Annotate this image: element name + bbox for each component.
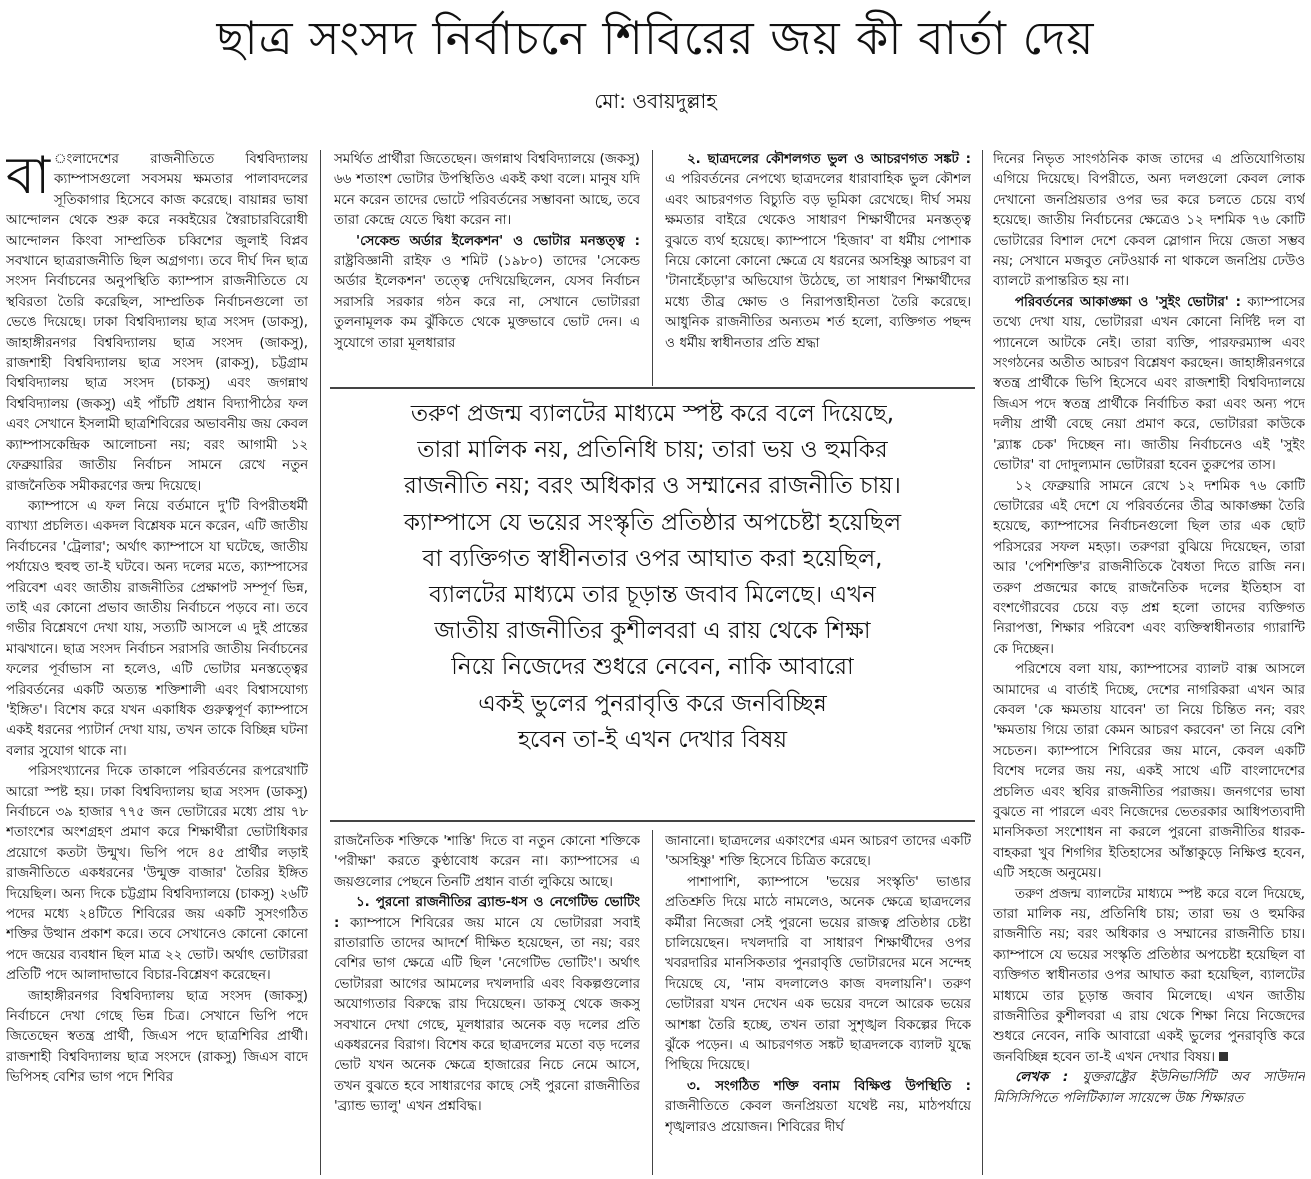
paragraph: ১. পুরনো রাজনীতির ব্র্যান্ড-ধস ও নেগেটিভ ভোটিং : ক্যাম্পাসে শিবিরের জয় মানে যে ভোটাররা সবাই রাতারাতি তাদের আদর্শে দীক্ষিত হয়েছেন, তা নয়; বরং বেশির ভাগ ক্ষেত্রে এটি ছিল 'নেগেটিভ ভোটিং'। অর্থাৎ ভোটাররা আগের আমলের দখলদারি এবং বিকল্পগুলোর অযোগ্যতার বিরুদ্ধে রায় দিয়েছেন। ডাকসু থেকে জকসু সবখানে দেখা গেছে, মূলধারার অনেক বড় দলের প্রতি একধরনের বিরাগ। বিশেষ করে ছাত্রদলের মতো বড় দলের ভোট যখন অনেক ক্ষেত্রে হাজারের নিচে নেমে আসে, তখন বুঝতে হবে সাধারণের কাছে সেই পুরনো রাজনীতির 'ব্র্যান্ড ভ্যালু' এখন প্রশ্নবিদ্ধ। — [334, 895, 640, 1115]
pull-quote-line: বা ব্যক্তিগত স্বাধীনতার ওপর আঘাত করা হয়েছিল, — [422, 545, 883, 572]
subheading: পরিবর্তনের আকাঙ্ক্ষা ও 'সুইং ভোটার' : — [1015, 294, 1241, 310]
subheading: ২. ছাত্রদলের কৌশলগত ভুল ও আচরণগত সঙ্কট : — [687, 152, 971, 167]
pull-quote-line: ক্যাম্পাসে যে ভয়ের সংস্কৃতি প্রতিষ্ঠার অপচেষ্টা হয়েছিল — [403, 509, 902, 536]
paragraph: জানানো। ছাত্রদলের একাংশের এমন আচরণ তাদের একটি 'অসহিষ্ণু' শক্তি হিসেবে চিত্রিত করেছে। — [665, 834, 971, 870]
column-rule — [320, 150, 321, 1175]
subheading: ৩. সংগঠিত শক্তি বনাম বিক্ষিপ্ত উপস্থিতি : — [687, 1078, 971, 1094]
pull-quote-line: ব্যালটের মাধ্যমে তার চূড়ান্ত জবাব মিলেছে। এখন — [429, 582, 876, 609]
paragraph: পরিবর্তনের আকাঙ্ক্ষা ও 'সুইং ভোটার' : ক্যাম্পাসের তথ্যে দেখা যায়, ভোটাররা এখন কোনো নির্দিষ্ট দল বা প্যানেলে আটকে নেই। তারা ব্যক্তি, পারফরম্যান্স এবং সংগঠনের অতীত আচরণ বিশ্লেষণ করছেন। জাহাঙ্গীরনগরে স্বতন্ত্র প্রার্থীকে ভিপি হিসেবে এবং রাজশাহী বিশ্ববিদ্যালয়ে জিএস পদে স্বতন্ত্র প্রার্থীকে নির্বাচিত করা এবং অন্য পদে দলীয় প্রার্থী বেছে নেয়া প্রমাণ করে, ভোটাররা কাউকে 'ব্ল্যাঙ্ক চেক' দিচ্ছেন না। জাতীয় নির্বাচনেও এই 'সুইং ভোটার' বা দোদুল্যমান ভোটাররা হবেন তুরুপের তাস। — [993, 294, 1305, 474]
author-credit: লেখক : যুক্তরাষ্ট্রের ইউনিভার্সিটি অব সাউদার্ন মিসিসিপিতে পলিটিক্যাল সায়েন্সে উচ্চ শিক্ষারত — [993, 1070, 1305, 1106]
pull-quote-line: একই ভুলের পুনরাবৃত্তি করে জনবিচ্ছিন্ন — [478, 690, 827, 717]
column-rule — [982, 150, 983, 1175]
end-mark-icon — [1219, 1052, 1228, 1061]
pull-quote-line: হবেন তা-ই এখন দেখার বিষয় — [517, 726, 788, 753]
article-column-2-top — [334, 150, 640, 382]
article-column-2-bottom — [334, 832, 640, 1177]
paragraph: তরুণ প্রজন্ম ব্যালটের মাধ্যমে স্পষ্ট করে বলে দিয়েছে, তারা মালিক নয়, প্রতিনিধি চায়; তারা ভয় ও হুমকির রাজনীতি নয়; বরং অধিকার ও সম্মানের রাজনীতি চায়। ক্যাম্পাসে যে ভয়ের সংস্কৃতি প্রতিষ্ঠার অপচেষ্টা হয়েছিল বা ব্যক্তিগত স্বাধীনতার ওপর আঘাত করা হয়েছিল, ব্যালটের মাধ্যমে তার চূড়ান্ত জবাব মিলেছে। এখন জাতীয় রাজনীতির কুশীলবরা এ রায় থেকে শিক্ষা নিয়ে নিজেদের শুধরে নেবেন, নাকি আবারো একই ভুলের পুনরাবৃত্তি করে জনবিচ্ছিন্ন হবেন তা-ই এখন দেখার বিষয়। — [993, 886, 1305, 1065]
pull-quote-line: নিয়ে নিজেদের শুধরে নেবেন, নাকি আবারো — [451, 654, 854, 681]
paragraph: ১২ ফেব্রুয়ারি সামনে রেখে ১২ দশমিক ৭৬ কোটি ভোটারের এই দেশে যে পরিবর্তনের তীব্র আকাঙ্ক্ষা তৈরি হয়েছে, ক্যাম্পাসের নির্বাচনগুলো ছিল তার এক ছোট পরিসরের সফল মহড়া। তরুণরা বুঝিয়ে দিয়েছেন, তারা আর 'পেশিশক্তি'র রাজনীতিকে বৈধতা দিতে রাজি নন। তরুণ প্রজন্মের কাছে রাজনৈতিক দলের ইতিহাস বা বংশগৌরবের চেয়ে বড় প্রশ্ন হলো তাদের ব্যক্তিগত নিরাপত্তা, শিক্ষার পরিবেশ এবং ব্যক্তিস্বাধীনতার গ্যারান্টি কে দিচ্ছেন। — [993, 478, 1305, 657]
pull-quote-line: তরুণ প্রজন্ম ব্যালটের মাধ্যমে স্পষ্ট করে বলে দিয়েছে, — [410, 401, 895, 427]
paragraph: ক্যাম্পাসে এ ফল নিয়ে বর্তমানে দু'টি বিপরীতধর্মী ব্যাখ্যা প্রচলিত। একদল বিশ্লেষক মনে করেন, এটি জাতীয় নির্বাচনের 'ট্রেলার'; অর্থাৎ ক্যাম্পাসে যা ঘটেছে, জাতীয় পর্যায়েও হুবহু তা-ই ঘটবে। অন্য দলের মতে, ক্যাম্পাসের পরিবেশ এবং জাতীয় রাজনীতির প্রেক্ষাপট সম্পূর্ণ ভিন্ন, তাই এর কোনো প্রভাব জাতীয় নির্বাচনে পড়বে না। তবে গভীর বিশ্লেষণে দেখা যায়, সত্যটি আসলে এ দুই প্রান্তের মাঝখানে। ছাত্র সংসদ নির্বাচন সরাসরি জাতীয় নির্বাচনের ফলের পূর্বাভাস না হলেও, এটি ভোটার মনস্তত্ত্বের পরিবর্তনের একটি অত্যন্ত শক্তিশালী এবং বিশ্বাসযোগ্য 'ইঙ্গিত'। বিশেষ করে যখন একাধিক গুরুত্বপূর্ণ ক্যাম্পাসে একই ধরনের প্যাটার্ন দেখা যায়, তখন তাকে বিচ্ছিন্ন ঘটনা বলার সুযোগ থাকে না। — [6, 498, 308, 759]
pull-quote-line: তারা মালিক নয়, প্রতিনিধি চায়; তারা ভয় ও হুমকির — [417, 437, 888, 464]
subheading: ১. পুরনো রাজনীতির ব্র্যান্ড-ধস ও নেগেটিভ ভোটিং : — [334, 895, 640, 931]
credit-label: লেখক : — [1015, 1070, 1069, 1086]
paragraph: 'সেকেন্ড অর্ডার ইলেকশন' ও ভোটার মনস্তত্ত্ব : রাষ্ট্রবিজ্ঞানী রাইফ ও শমিট (১৯৮০) তাদের 'সেকেন্ড অর্ডার ইলেকশন' তত্ত্বে দেখিয়েছিলেন, যেসব নির্বাচন সরাসরি সরকার গঠন করে না, সেখানে ভোটাররা তুলনামূলক কম ঝুঁকিতে থেকে মুক্তভাবে ভোট দেন। এ সুযোগে তারা মূলধারার — [334, 233, 640, 351]
subheading: 'সেকেন্ড অর্ডার ইলেকশন' ও ভোটার মনস্তত্ত্ব : — [356, 233, 640, 249]
headline: ছাত্র সংসদ নির্বাচনে শিবিরের জয় কী বার্তা দেয় — [216, 11, 1095, 65]
pull-quote-line: রাজনীতি নয়; বরং অধিকার ও সম্মানের রাজনীতি চায়। — [404, 473, 901, 500]
paragraph: ৩. সংগঠিত শক্তি বনাম বিক্ষিপ্ত উপস্থিতি : রাজনীতিতে কেবল জনপ্রিয়তা যথেষ্ট নয়, মাঠপর্যায়ে শৃঙ্খলারও প্রয়োজন। শিবিরের দীর্ঘ — [665, 1078, 971, 1135]
pullquote-rule-top — [330, 387, 975, 389]
pullquote-rule-bottom — [330, 820, 975, 822]
paragraph: ২. ছাত্রদলের কৌশলগত ভুল ও আচরণগত সঙ্কট : এ পরিবর্তনের নেপথ্যে ছাত্রদলের ধারাবাহিক ভুল কৌশল এবং আচরণগত বিচ্যুতি বড় ভূমিকা রেখেছে। দীর্ঘ সময় ক্ষমতার বাইরে থেকেও সাধারণ শিক্ষার্থীদের মনস্তত্ত্ব বুঝতে ব্যর্থ হয়েছে। ক্যাম্পাসে 'হিজাব' বা ধর্মীয় পোশাক নিয়ে কোনো কোনো ক্ষেত্রে যে ধরনের অসহিষ্ণু আচরণ বা 'টানাহেঁচড়া'র অভিযোগ উঠেছে, তা সাধারণ শিক্ষার্থীদের মধ্যে তীব্র ক্ষোভ ও নিরাপত্তাহীনতা তৈরি করেছে। আধুনিক রাজনীতির অন্যতম শর্ত হলো, ব্যক্তিগত পছন্দ ও ধর্মীয় স্বাধীনতার প্রতি শ্রদ্ধা — [665, 152, 971, 351]
paragraph: রাজনৈতিক শক্তিকে 'শাস্তি' দিতে বা নতুন কোনো শক্তিকে 'পরীক্ষা' করতে কুণ্ঠাবোধ করেন না। ক্যাম্পাসের এ জয়গুলোর পেছনে তিনটি প্রধান বার্তা লুকিয়ে আছে। — [334, 834, 640, 890]
article-column-4 — [993, 150, 1305, 1175]
article-column-3-bottom — [665, 832, 971, 1177]
drop-cap: বা — [6, 150, 51, 206]
pull-quote-line: জাতীয় রাজনীতির কুশীলবরা এ রায় থেকে শিক্ষা — [434, 618, 871, 645]
paragraph: পাশাপাশি, ক্যাম্পাসে 'ভয়ের সংস্কৃতি' ভাঙার প্রতিশ্রুতি দিয়ে মাঠে নামলেও, অনেক ক্ষেত্রে ছাত্রদলের কর্মীরা নিজেরা সেই পুরনো ভয়ের রাজত্ব প্রতিষ্ঠার চেষ্টা চালিয়েছেন। দখলদারি বা সাধারণ শিক্ষার্থীদের ওপর খবরদারির মানসিকতার পুনরাবৃত্তি ভোটারদের মনে সন্দেহ দিয়েছে যে, 'নাম বদলালেও কাজ বদলায়নি'। তরুণ ভোটাররা যখন দেখেন এক ভয়ের বদলে আরেক ভয়ের আশঙ্কা তৈরি হচ্ছে, তখন তারা সুশৃঙ্খল বিকল্পের দিকে ঝুঁকে পড়েন। এ আচরণগত সঙ্কট ছাত্রদলকে ব্যালট যুদ্ধে পিছিয়ে দিয়েছে। — [665, 874, 971, 1074]
pull-quote — [330, 396, 975, 816]
paragraph: বা ংলাদেশের রাজনীতিতে বিশ্ববিদ্যালয় ক্যাম্পাসগুলো সবসময় ক্ষমতার পালাবদলের সূতিকাগার হিসেবে কাজ করেছে। বায়ান্নর ভাষা আন্দোলন থেকে শুরু করে নব্বইয়ের স্বৈরাচারবিরোধী আন্দোলন কিংবা সাম্প্রতিক চব্বিশের জুলাই বিপ্লব সবখানে ছাত্ররাজনীতি ছিল অগ্রগণ্য। তবে দীর্ঘ দিন ছাত্র সংসদ নির্বাচনের অনুপস্থিতি ক্যাম্পাস রাজনীতিতে যে স্থবিরতা তৈরি করেছিল, সাম্প্রতিক নির্বাচনগুলো তা ভেঙে দিয়েছে। ঢাকা বিশ্ববিদ্যালয় ছাত্র সংসদ (ডাকসু), জাহাঙ্গীরনগর বিশ্ববিদ্যালয় ছাত্র সংসদ (জাকসু), রাজশাহী বিশ্ববিদ্যালয় ছাত্র সংসদ (রাকসু), চট্টগ্রাম বিশ্ববিদ্যালয় ছাত্র সংসদ (চাকসু) এবং জগন্নাথ বিশ্ববিদ্যালয় (জকসু) এই পাঁচটি প্রধান বিদ্যাপীঠের ফল এবং সেখানে ইসলামী ছাত্রশিবিরের অভাবনীয় জয় কেবল ক্যাম্পাসকেন্দ্রিক আলোচনা নয়; বরং আগামী ১২ ফেব্রুয়ারির জাতীয় নির্বাচন সামনে রেখে নতুন রাজনৈতিক সমীকরণের জন্ম দিয়েছে। — [6, 150, 308, 494]
byline: মো: ওবায়দুল্লাহ — [594, 89, 717, 113]
article-column-3-top — [665, 150, 971, 382]
column-rule — [652, 150, 653, 386]
paragraph: দিনের নিভৃত সাংগঠনিক কাজ তাদের এ প্রতিযোগিতায় এগিয়ে দিয়েছে। বিপরীতে, অন্য দলগুলো কেবল লোক দেখানো জনপ্রিয়তার ওপর ভর করে চলতে চেয়ে ব্যর্থ হয়েছে। জাতীয় নির্বাচনের ক্ষেত্রেও ১২ দশমিক ৭৬ কোটি ভোটারের বিশাল দেশে কেবল স্লোগান দিয়ে জেতা সম্ভব নয়; সেখানে মজবুত নেটওয়ার্ক না থাকলে জনপ্রিয় ঢেউও ব্যালটে রূপান্তরিত হয় না। — [993, 152, 1305, 290]
paragraph: সমর্থিত প্রার্থীরা জিতেছেন। জগন্নাথ বিশ্ববিদ্যালয়ে (জকসু) ৬৬ শতাংশ ভোটার উপস্থিতিও একই কথা বলে। মানুষ যদি মনে করেন তাদের ভোটে পরিবর্তনের সম্ভাবনা আছে, তবে তারা কেন্দ্রে যেতে দ্বিধা করেন না। — [334, 152, 640, 229]
article-column-1 — [6, 150, 308, 1175]
paragraph: পরিশেষে বলা যায়, ক্যাম্পাসের ব্যালট বাক্স আসলে আমাদের এ বার্তাই দিচ্ছে, দেশের নাগরিকরা এখন আর কেবল 'কে ক্ষমতায় যাবেন' তা নিয়ে চিন্তিত নন; বরং 'ক্ষমতায় গিয়ে তারা কেমন আচরণ করবেন' তা নিয়ে বেশি সচেতন। ক্যাম্পাসে শিবিরের জয় মানে, কেবল একটি বিশেষ দলের জয় নয়, একই সাথে এটি বাংলাদেশের প্রচলিত এবং স্থবির রাজনীতির পরাজয়। জনগণের ভাষা বুঝতে না পারলে এবং নিজেদের ভেতরকার আধিপত্যবাদী মানসিকতা সংশোধন না করলে পুরনো রাজনীতির ধারক-বাহকরা খুব শিগগির ইতিহাসের আঁস্তাকুড়ে নিক্ষিপ্ত হবেন, এটি সহজে অনুমেয়। — [993, 662, 1305, 882]
paragraph: জাহাঙ্গীরনগর বিশ্ববিদ্যালয় ছাত্র সংসদ (জাকসু) নির্বাচনে দেখা গেছে ভিন্ন চিত্র। সেখানে ভিপি পদে জিতেছেন স্বতন্ত্র প্রার্থী, জিএস পদে ছাত্রশিবির প্রার্থী। রাজশাহী বিশ্ববিদ্যালয় ছাত্র সংসদে (রাকসু) জিএস বাদে ভিপিসহ বেশির ভাগ পদে শিবির — [6, 988, 308, 1086]
paragraph: পরিসংখ্যানের দিকে তাকালে পরিবর্তনের রূপরেখাটি আরো স্পষ্ট হয়। ঢাকা বিশ্ববিদ্যালয় ছাত্র সংসদ (ডাকসু) নির্বাচনে ৩৯ হাজার ৭৭৫ জন ভোটারের মধ্যে প্রায় ৭৮ শতাংশের অংশগ্রহণ প্রমাণ করে শিক্ষার্থীরা ভোটাধিকার প্রয়োগে কতটা উন্মুখ। ভিপি পদে ৪৫ প্রার্থীর লড়াই রাজনীতিতে একধরনের 'উন্মুক্ত বাজার' তৈরির ইঙ্গিত দিয়েছিল। অন্য দিকে চট্টগ্রাম বিশ্ববিদ্যালয়ে (চাকসু) ২৬টি পদের মধ্যে ২৪টিতে শিবিরের জয় একটি সুসংগঠিত শক্তির উত্থান প্রকাশ করে। তবে সেখানেও কোনো কোনো পদে জয়ের ব্যবধান ছিল মাত্র ২২ ভোট। অর্থাৎ ভোটাররা প্রতিটি পদে আলাদাভাবে বিচার-বিশ্লেষণ করেছেন। — [6, 764, 308, 984]
column-rule — [652, 830, 653, 1175]
